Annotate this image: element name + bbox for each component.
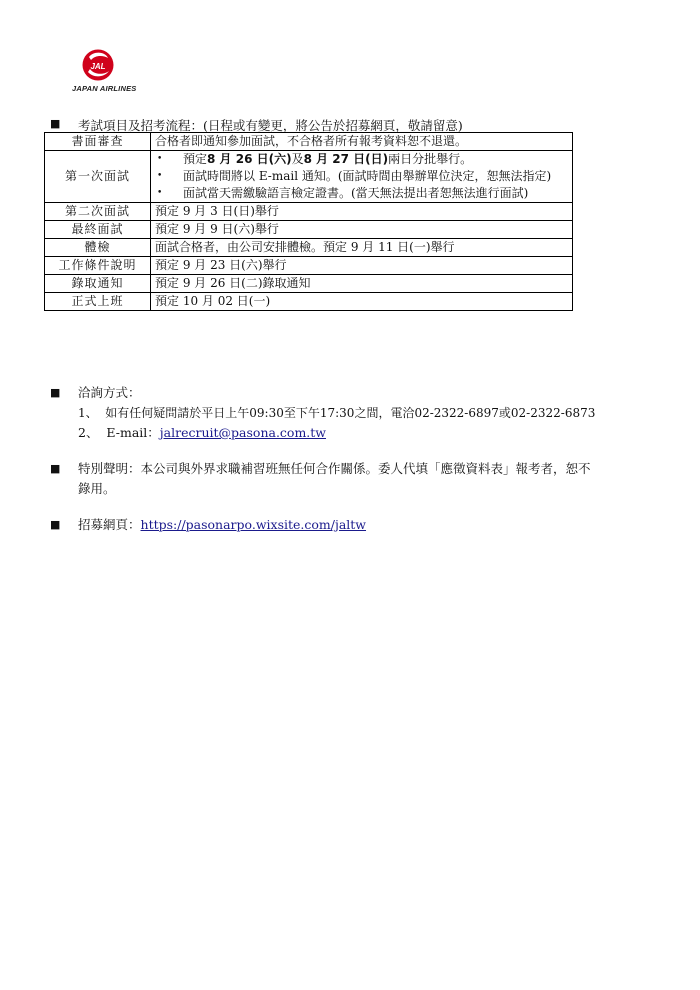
row-content: 合格者即通知參加面試，不合格者所有報考資料恕不退還。	[151, 133, 573, 151]
text: 及	[291, 152, 304, 166]
company-name: JAPAN AIRLINES	[72, 84, 137, 93]
contact-line-2	[78, 424, 326, 442]
text: 兩日分批舉行。	[388, 152, 473, 166]
list-item	[155, 151, 568, 168]
row-content: 預定 10 月 02 日(一)	[151, 293, 573, 311]
contact-line-1	[78, 404, 595, 422]
row-label: 書面審查	[45, 133, 151, 151]
list-item: • 面試時間將以 E-mail 通知。(面試時間由舉辦單位決定，恕無法指定)	[155, 168, 568, 185]
bullet-icon: ■	[50, 386, 61, 399]
row-label: 錄取通知	[45, 275, 151, 293]
website-label: 招募網頁：	[78, 517, 141, 532]
process-table	[44, 132, 573, 311]
notice-line-1: 特別聲明：本公司與外界求職補習班無任何合作關係。委人代填「應徵資料表」報考者，恕不	[78, 461, 591, 476]
row-content: 預定 9 月 26 日(二)錄取通知	[151, 275, 573, 293]
text: 預定	[183, 152, 208, 166]
website-line	[78, 516, 366, 534]
logo-mark-text: JAL	[90, 62, 106, 71]
bullet-icon: ■	[50, 518, 61, 531]
row-label: 最終面試	[45, 221, 151, 239]
bullet-icon: ■	[50, 117, 61, 130]
notice-line-2: 錄用。	[78, 481, 116, 496]
bullet-icon: ■	[50, 462, 61, 475]
row-content	[151, 151, 573, 203]
table-row	[45, 257, 573, 275]
row-label: 第二次面試	[45, 203, 151, 221]
table-row	[45, 221, 573, 239]
email-label: E-mail：	[106, 425, 160, 440]
date-highlight: 8 月 26 日(六)	[207, 152, 292, 166]
contact-phone-text: 如有任何疑問請於平日上午09:30至下午17:30之間，電洽02-2322-6897或02-2322-6873	[105, 406, 596, 420]
table-row	[45, 275, 573, 293]
row-label: 正式上班	[45, 293, 151, 311]
website-link[interactable]: https://pasonarpo.wixsite.com/jaltw	[140, 517, 367, 532]
row-content: 預定 9 月 9 日(六)舉行	[151, 221, 573, 239]
process-heading: 考試項目及招考流程：(日程或有變更，將公告於招募網頁，敬請留意)	[78, 118, 463, 133]
row-label: 第一次面試	[45, 151, 151, 203]
email-link[interactable]: jalrecruit@pasona.com.tw	[159, 425, 326, 440]
contact-heading: 洽詢方式：	[78, 385, 141, 400]
row-content: 面試合格者，由公司安排體檢。預定 9 月 11 日(一)舉行	[151, 239, 573, 257]
row-content: 預定 9 月 23 日(六)舉行	[151, 257, 573, 275]
list-item: • 面試當天需繳驗語言檢定證書。(當天無法提出者恕無法進行面試)	[155, 185, 568, 202]
row-label: 工作條件說明	[45, 257, 151, 275]
list-number: 2、	[78, 425, 99, 440]
table-row	[45, 133, 573, 151]
table-row	[45, 293, 573, 311]
row-label: 體檢	[45, 239, 151, 257]
table-row	[45, 151, 573, 203]
jal-logo	[72, 48, 142, 98]
list-number: 1、	[78, 406, 98, 420]
row-content: 預定 9 月 3 日(日)舉行	[151, 203, 573, 221]
date-highlight: 8 月 27 日(日)	[303, 152, 389, 166]
tsurumaru-crane-icon	[81, 48, 115, 82]
table-row	[45, 203, 573, 221]
table-row	[45, 239, 573, 257]
